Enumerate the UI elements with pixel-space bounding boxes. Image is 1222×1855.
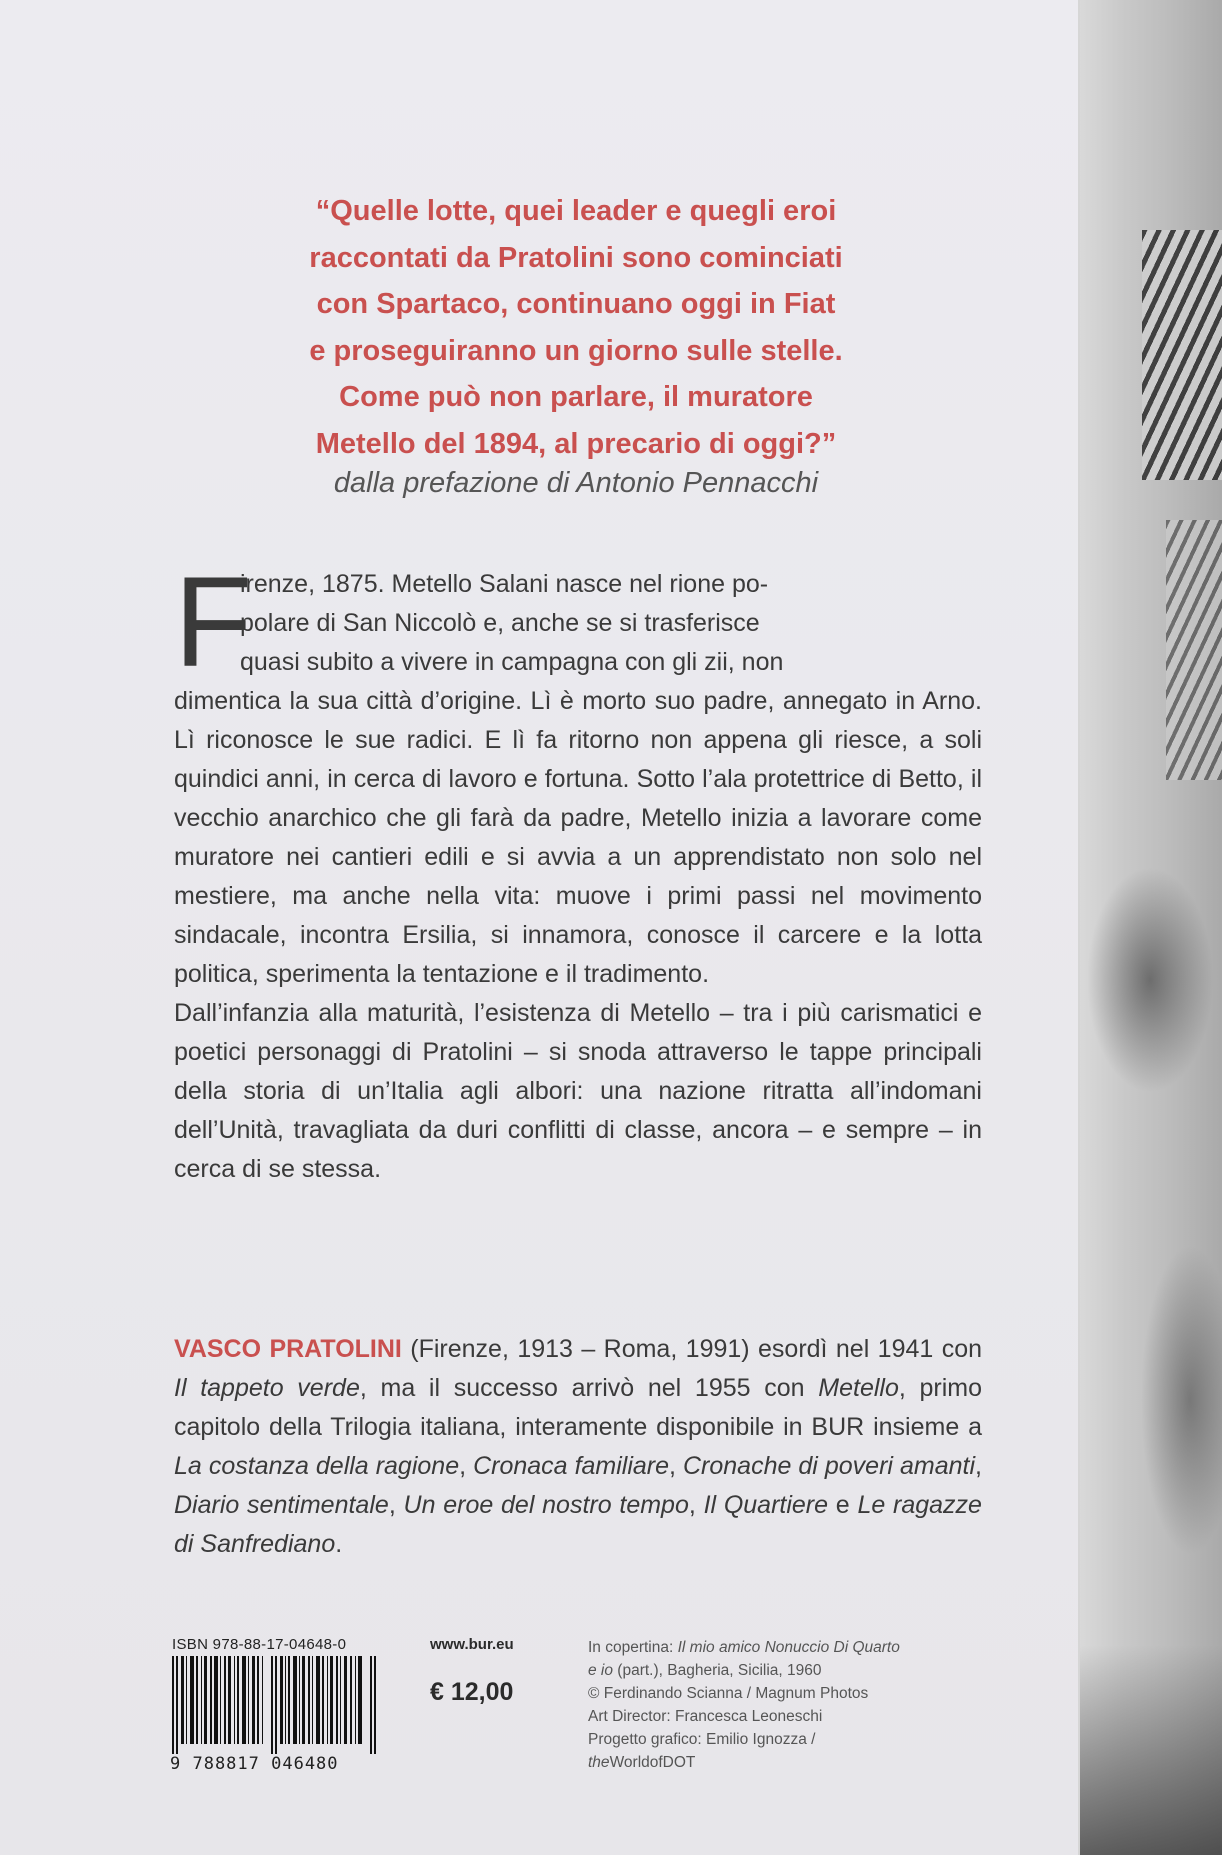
barcode <box>172 1656 377 1754</box>
quote-line: e proseguiranno un giorno sulle stelle. <box>309 334 843 367</box>
book-title: Metello <box>818 1374 899 1402</box>
price: € 12,00 <box>430 1678 514 1706</box>
photo-title: e io <box>588 1662 613 1679</box>
credit-line <box>588 1659 988 1682</box>
isbn-label: ISBN 978-88-17-04648-0 <box>172 1636 347 1653</box>
bio-text: . <box>335 1530 343 1558</box>
quote-line: Come può non parlare, il muratore <box>339 381 813 413</box>
bio-text: e <box>828 1491 858 1519</box>
credit-text: the <box>588 1754 610 1771</box>
credit-line <box>588 1636 988 1659</box>
bio-text: (Firenze, 1913 – Roma, 1991) esordì nel 1941 con <box>401 1335 982 1363</box>
credit-line: © Ferdinando Scianna / Magnum Photos <box>588 1685 869 1702</box>
quote-line: con Spartaco, continuano oggi in Fiat <box>316 288 836 320</box>
synopsis-paragraph-2: Dall’infanzia alla maturità, l’esistenza di Metello – tra i più carismatici e poetici personaggi di Pratolini – si snoda attraverso le tappe principali della storia di un’Italia agli albori: una nazione ritratta all’indomani dell’Unità, travagliata da duri conflitti di classe, ancora – e sempre – in cerca di se stessa. <box>174 999 982 1183</box>
quote-attribution: dalla prefazione di Antonio Pennacchi <box>333 467 819 499</box>
photo-shadow <box>1080 1645 1222 1855</box>
author-name: VASCO PRATOLINI <box>174 1335 402 1363</box>
credit-text: In copertina: <box>588 1639 678 1656</box>
book-title: Cronache di poveri amanti <box>683 1452 976 1480</box>
dropcap-line: irenze, 1875. Metello Salani nasce nel rione po- <box>240 570 769 598</box>
credit-line <box>588 1751 988 1774</box>
dropcap-line: quasi subito a vivere in campagna con gli zii, non <box>240 648 784 676</box>
barcode-digits: 9 788817 046480 <box>170 1754 339 1774</box>
author-bio <box>174 1330 982 1564</box>
synopsis-paragraph-1 <box>174 551 982 994</box>
bio-text: , <box>688 1491 704 1519</box>
bio-text: , ma il successo arrivò nel 1955 con <box>359 1374 819 1402</box>
book-title: Il Quartiere <box>703 1491 829 1519</box>
pull-quote <box>196 188 956 467</box>
book-title: Cronaca familiare <box>473 1452 670 1480</box>
quote-line: raccontati da Pratolini sono cominciati <box>309 241 843 274</box>
photo-window-grille <box>1142 230 1222 480</box>
bio-text: , primo capitolo della Trilogia italiana, interamente disponibile in BUR insieme a <box>174 1374 983 1441</box>
credit-line: Progetto grafico: Emilio Ignozza / <box>588 1731 816 1748</box>
photo-title: Il mio amico Nonuccio Di Quarto <box>677 1639 900 1656</box>
book-title: Il tappeto verde <box>174 1374 360 1402</box>
cover-photo-edge <box>1078 0 1222 1855</box>
quote-line: “Quelle lotte, quei leader e quegli eroi <box>315 195 837 227</box>
dropcap-line: polare di San Niccolò e, anche se si trasferisce <box>240 609 760 637</box>
book-title: Le ragazze di Sanfrediano <box>174 1491 982 1558</box>
book-title: Un eroe del nostro tempo <box>403 1491 689 1519</box>
synopsis-paragraph-1-rest: dimentica la sua città d’origine. Lì è morto suo padre, annegato in Arno. Lì riconosce le sue radici. E lì fa ritorno non appena gli riesce, a soli quindici anni, in cerca di lavoro e fortuna. Sotto l’ala protettrice di Betto, il vecchio anarchico che gli farà da padre, Metello inizia a lavorare come muratore nei cantieri edili e si avvia a un apprendistato non solo nel mestiere, ma anche nella vita: muove i primi passi nel movimento sindacale, incontra Ersilia, si innamora, conosce il carcere e la lotta politica, sperimenta la tentazione e il tradimento. <box>174 687 982 988</box>
synopsis <box>174 551 982 1189</box>
quote-line: Metello del 1894, al precario di oggi?” <box>315 427 837 460</box>
drop-cap: F <box>174 551 253 694</box>
book-title: La costanza della ragione <box>174 1452 460 1480</box>
book-title: Diario sentimentale <box>174 1491 389 1519</box>
bio-text: , <box>388 1491 404 1519</box>
credit-line: Art Director: Francesca Leoneschi <box>588 1708 823 1725</box>
bio-text: , <box>669 1452 683 1480</box>
credit-text: WorldofDOT <box>609 1754 696 1771</box>
photo-window-grille-secondary <box>1166 520 1222 780</box>
bio-text: , <box>975 1452 982 1480</box>
bio-text: , <box>459 1452 474 1480</box>
credit-text: (part.), Bagheria, Sicilia, 1960 <box>613 1662 822 1679</box>
publisher-website: www.bur.eu <box>430 1636 514 1653</box>
cover-credits <box>588 1636 988 1774</box>
